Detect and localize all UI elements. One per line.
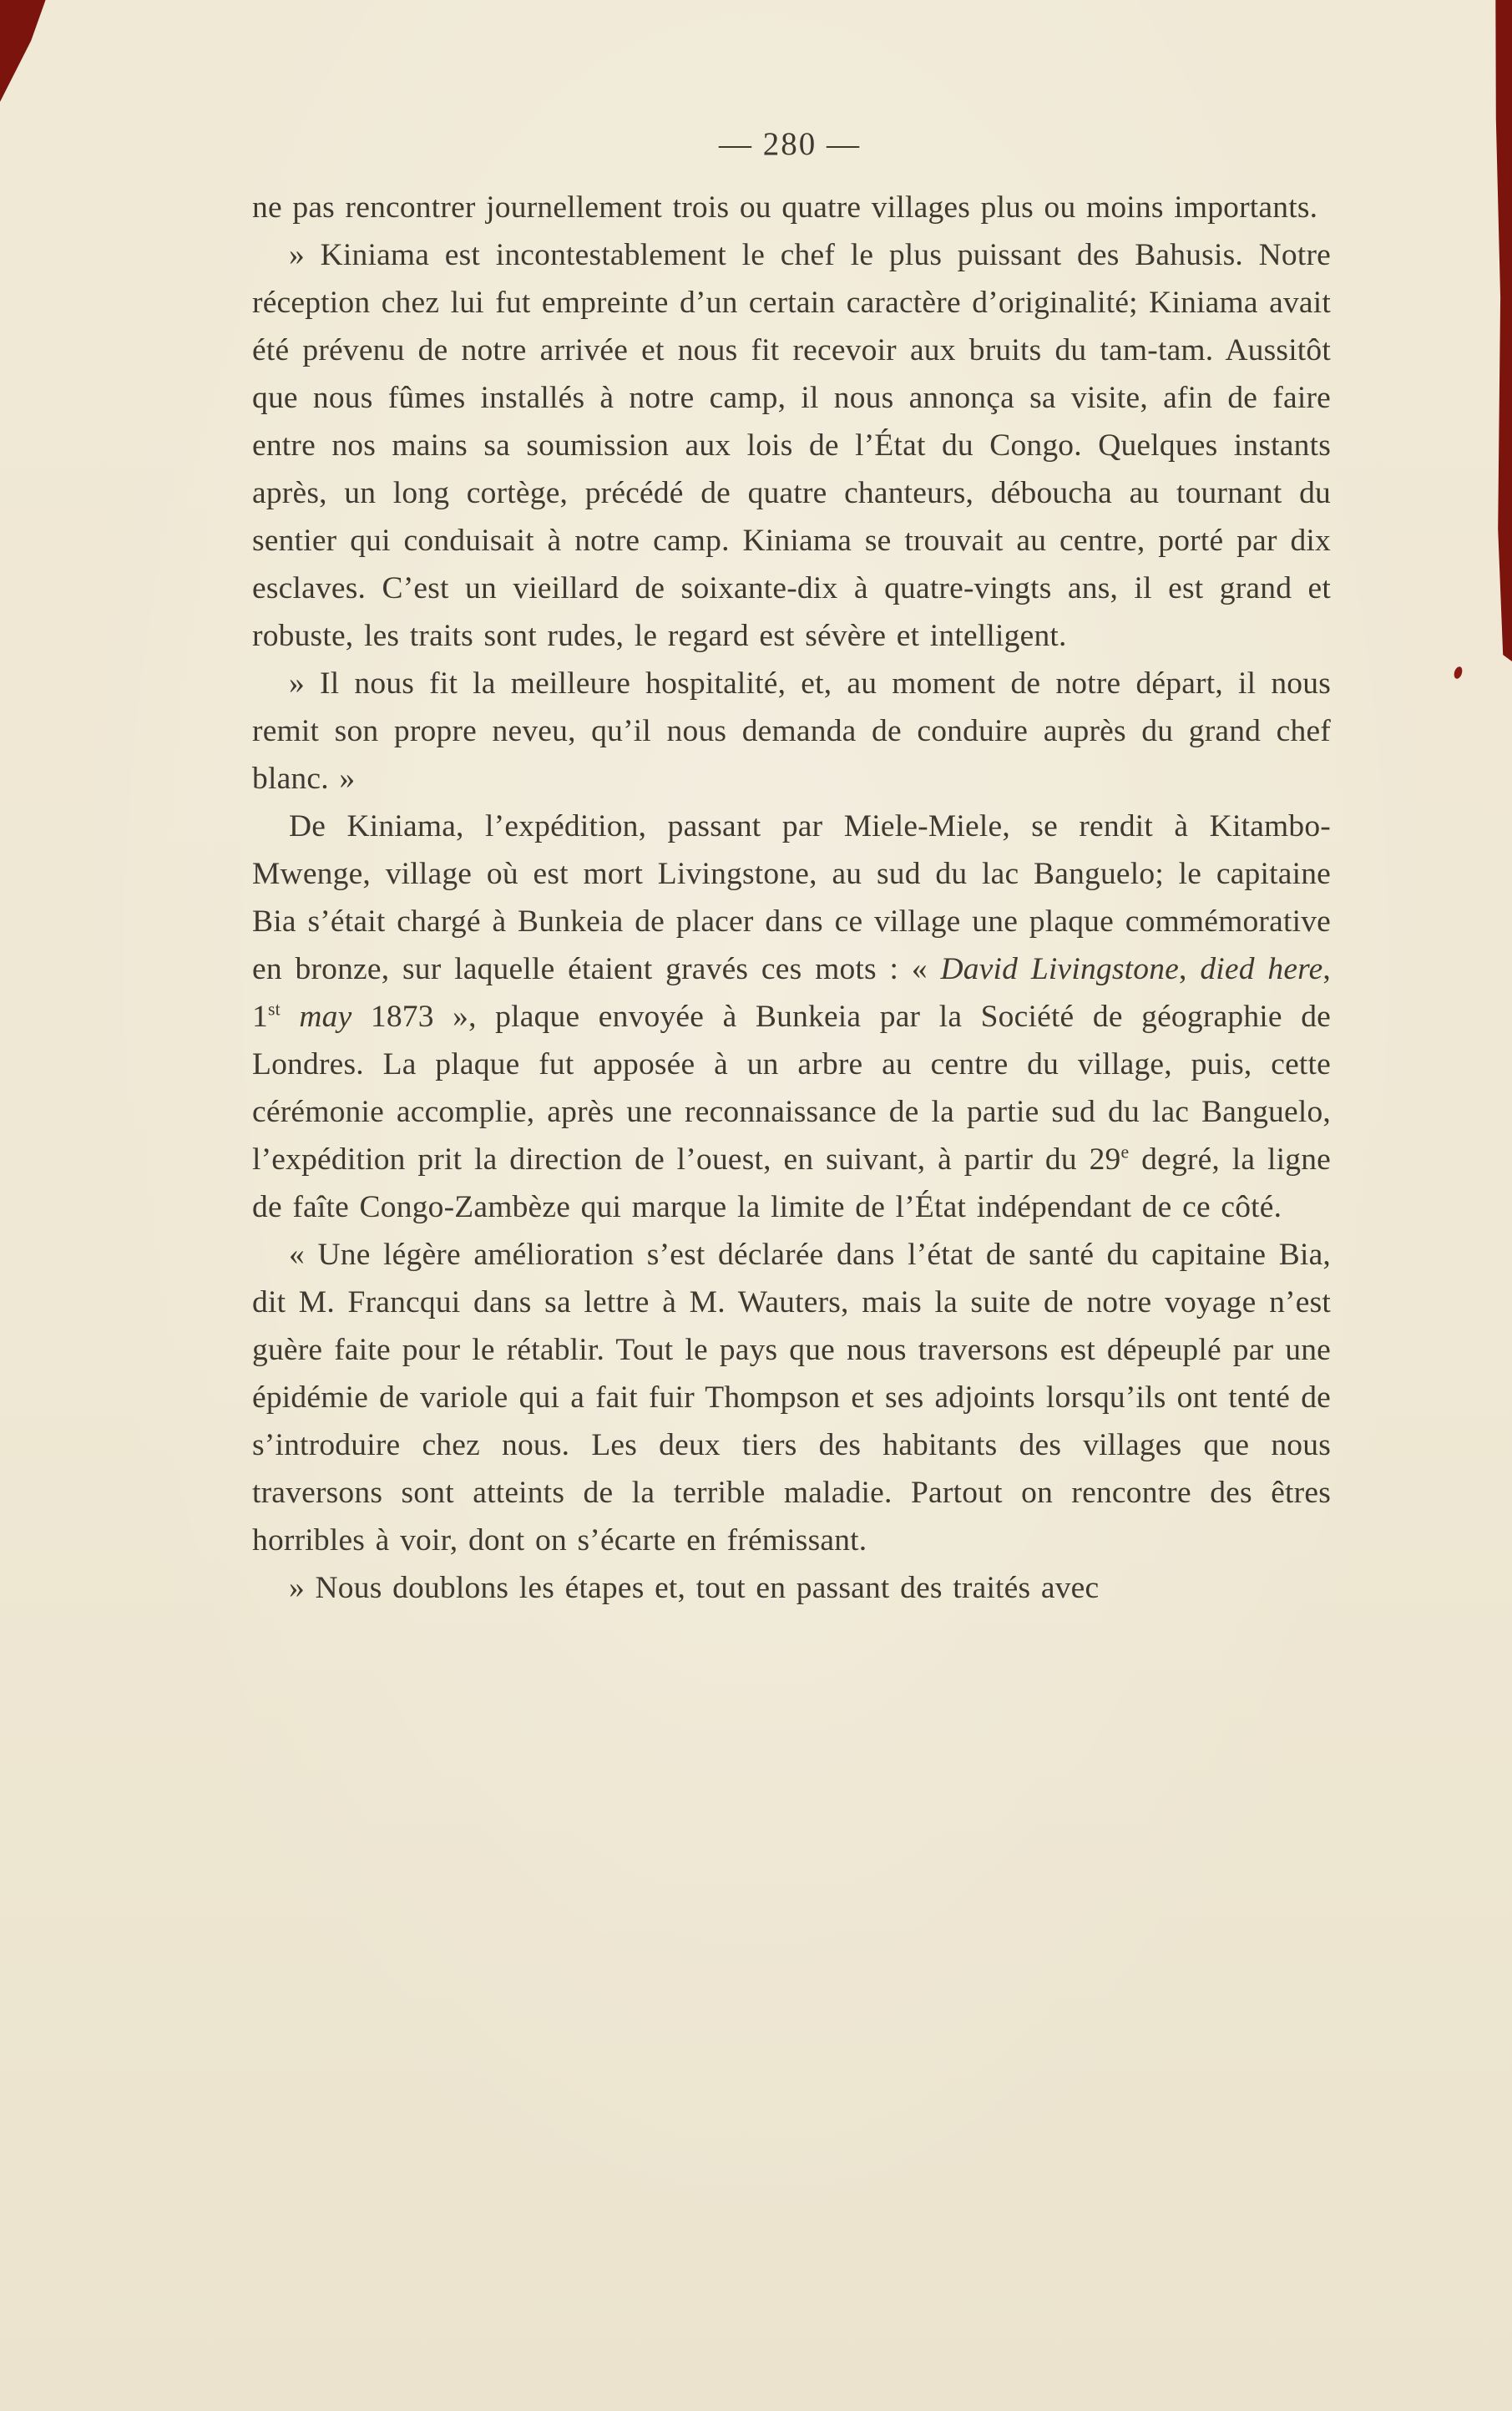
paragraph-6: » Nous doublons les étapes et, tout en passant des traités avec — [289, 1571, 1100, 1605]
paragraph-4-text: , — [1179, 952, 1201, 986]
paragraph-1: ne pas rencontrer journellement trois ou quatre villages plus ou moins importants. — [252, 190, 1318, 225]
paragraph-4 — [252, 803, 1331, 1231]
binding-mark-top-left — [0, 0, 52, 102]
ordinal-superscript: e — [1120, 1142, 1130, 1162]
paragraph-4-italic-died-here: died here — [1200, 952, 1323, 986]
paragraph-4-text: degré, la ligne de faîte Congo-Zambèze qui marque la limite de l’État indépendant de ce côté. — [252, 1142, 1331, 1224]
binding-speck-right — [1453, 666, 1464, 680]
paragraph-3: » Il nous fit la meilleure hospitalité, et, au moment de notre départ, il nous remit son propre neveu, qu’il nous demanda de conduire auprès du grand chef blanc. » — [252, 666, 1331, 796]
paragraph-2: » Kiniama est incontestablement le chef le plus puissant des Bahusis. Notre réception chez lui fut empreinte d’un certain caractère d’originalité; Kiniama avait été prévenu de notre arrivée et nous fit recevoir aux bruits du tam-tam. Aussitôt que nous fûmes installés à notre camp, il nous annonça sa visite, afin de faire entre nos mains sa soumission aux lois de l’État du Congo. Quelques instants après, un long cortège, précédé de quatre chanteurs, déboucha au tournant du sentier qui conduisait à notre camp. Kiniama se trouvait au centre, porté par dix esclaves. C’est un vieillard de soixante-dix à quatre-vingts ans, il est grand et robuste, les traits sont rudes, le regard est sévère et intelligent. — [252, 238, 1331, 653]
ordinal-superscript: st — [267, 999, 281, 1020]
paragraph-4-text: , 1 — [252, 952, 1331, 1034]
paragraph-4-text: 1873 », plaque envoyée à Bunkeia par la Société de géographie de Londres. La plaque fut apposée à un arbre au centre du village, puis, cette cérémonie accomplie, après une reconnaissance de la partie sud du lac Banguelo, l’expédition prit la direction de l’ouest, en suivant, à partir du 29 — [252, 1000, 1331, 1177]
text-block — [252, 184, 1331, 1612]
paragraph-5: « Une légère amélioration s’est déclarée dans l’état de santé du capitaine Bia, dit M. Francqui dans sa lettre à M. Wauters, mais la suite de notre voyage n’est guère faite pour le rétablir. Tout le pays que nous traversons est dépeuplé par une épidémie de variole qui a fait fuir Thompson et ses adjoints lorsqu’ils ont tenté de s’introduire chez nous. Les deux tiers des habitants des villages que nous traversons sont atteints de la terrible maladie. Partout on rencontre des êtres horribles à voir, dont on s’écarte en frémissant. — [252, 1238, 1331, 1558]
binding-mark-right-edge — [1492, 0, 1512, 661]
page-number: — 280 — — [719, 126, 861, 162]
paragraph-4-italic-may: may — [280, 1000, 352, 1034]
paragraph-4-text: De Kiniama, l’expédition, passant par Miele-Miele, se rendit à Kitambo-Mwenge, village où est mort Livingstone, au sud du lac Banguelo; le capitaine Bia s’était chargé à Bunkeia de placer dans ce village une plaque commémorative en bronze, sur laquelle étaient gravés ces mots : « — [252, 809, 1331, 986]
paragraph-4-italic-name: David Livingstone — [940, 952, 1180, 986]
